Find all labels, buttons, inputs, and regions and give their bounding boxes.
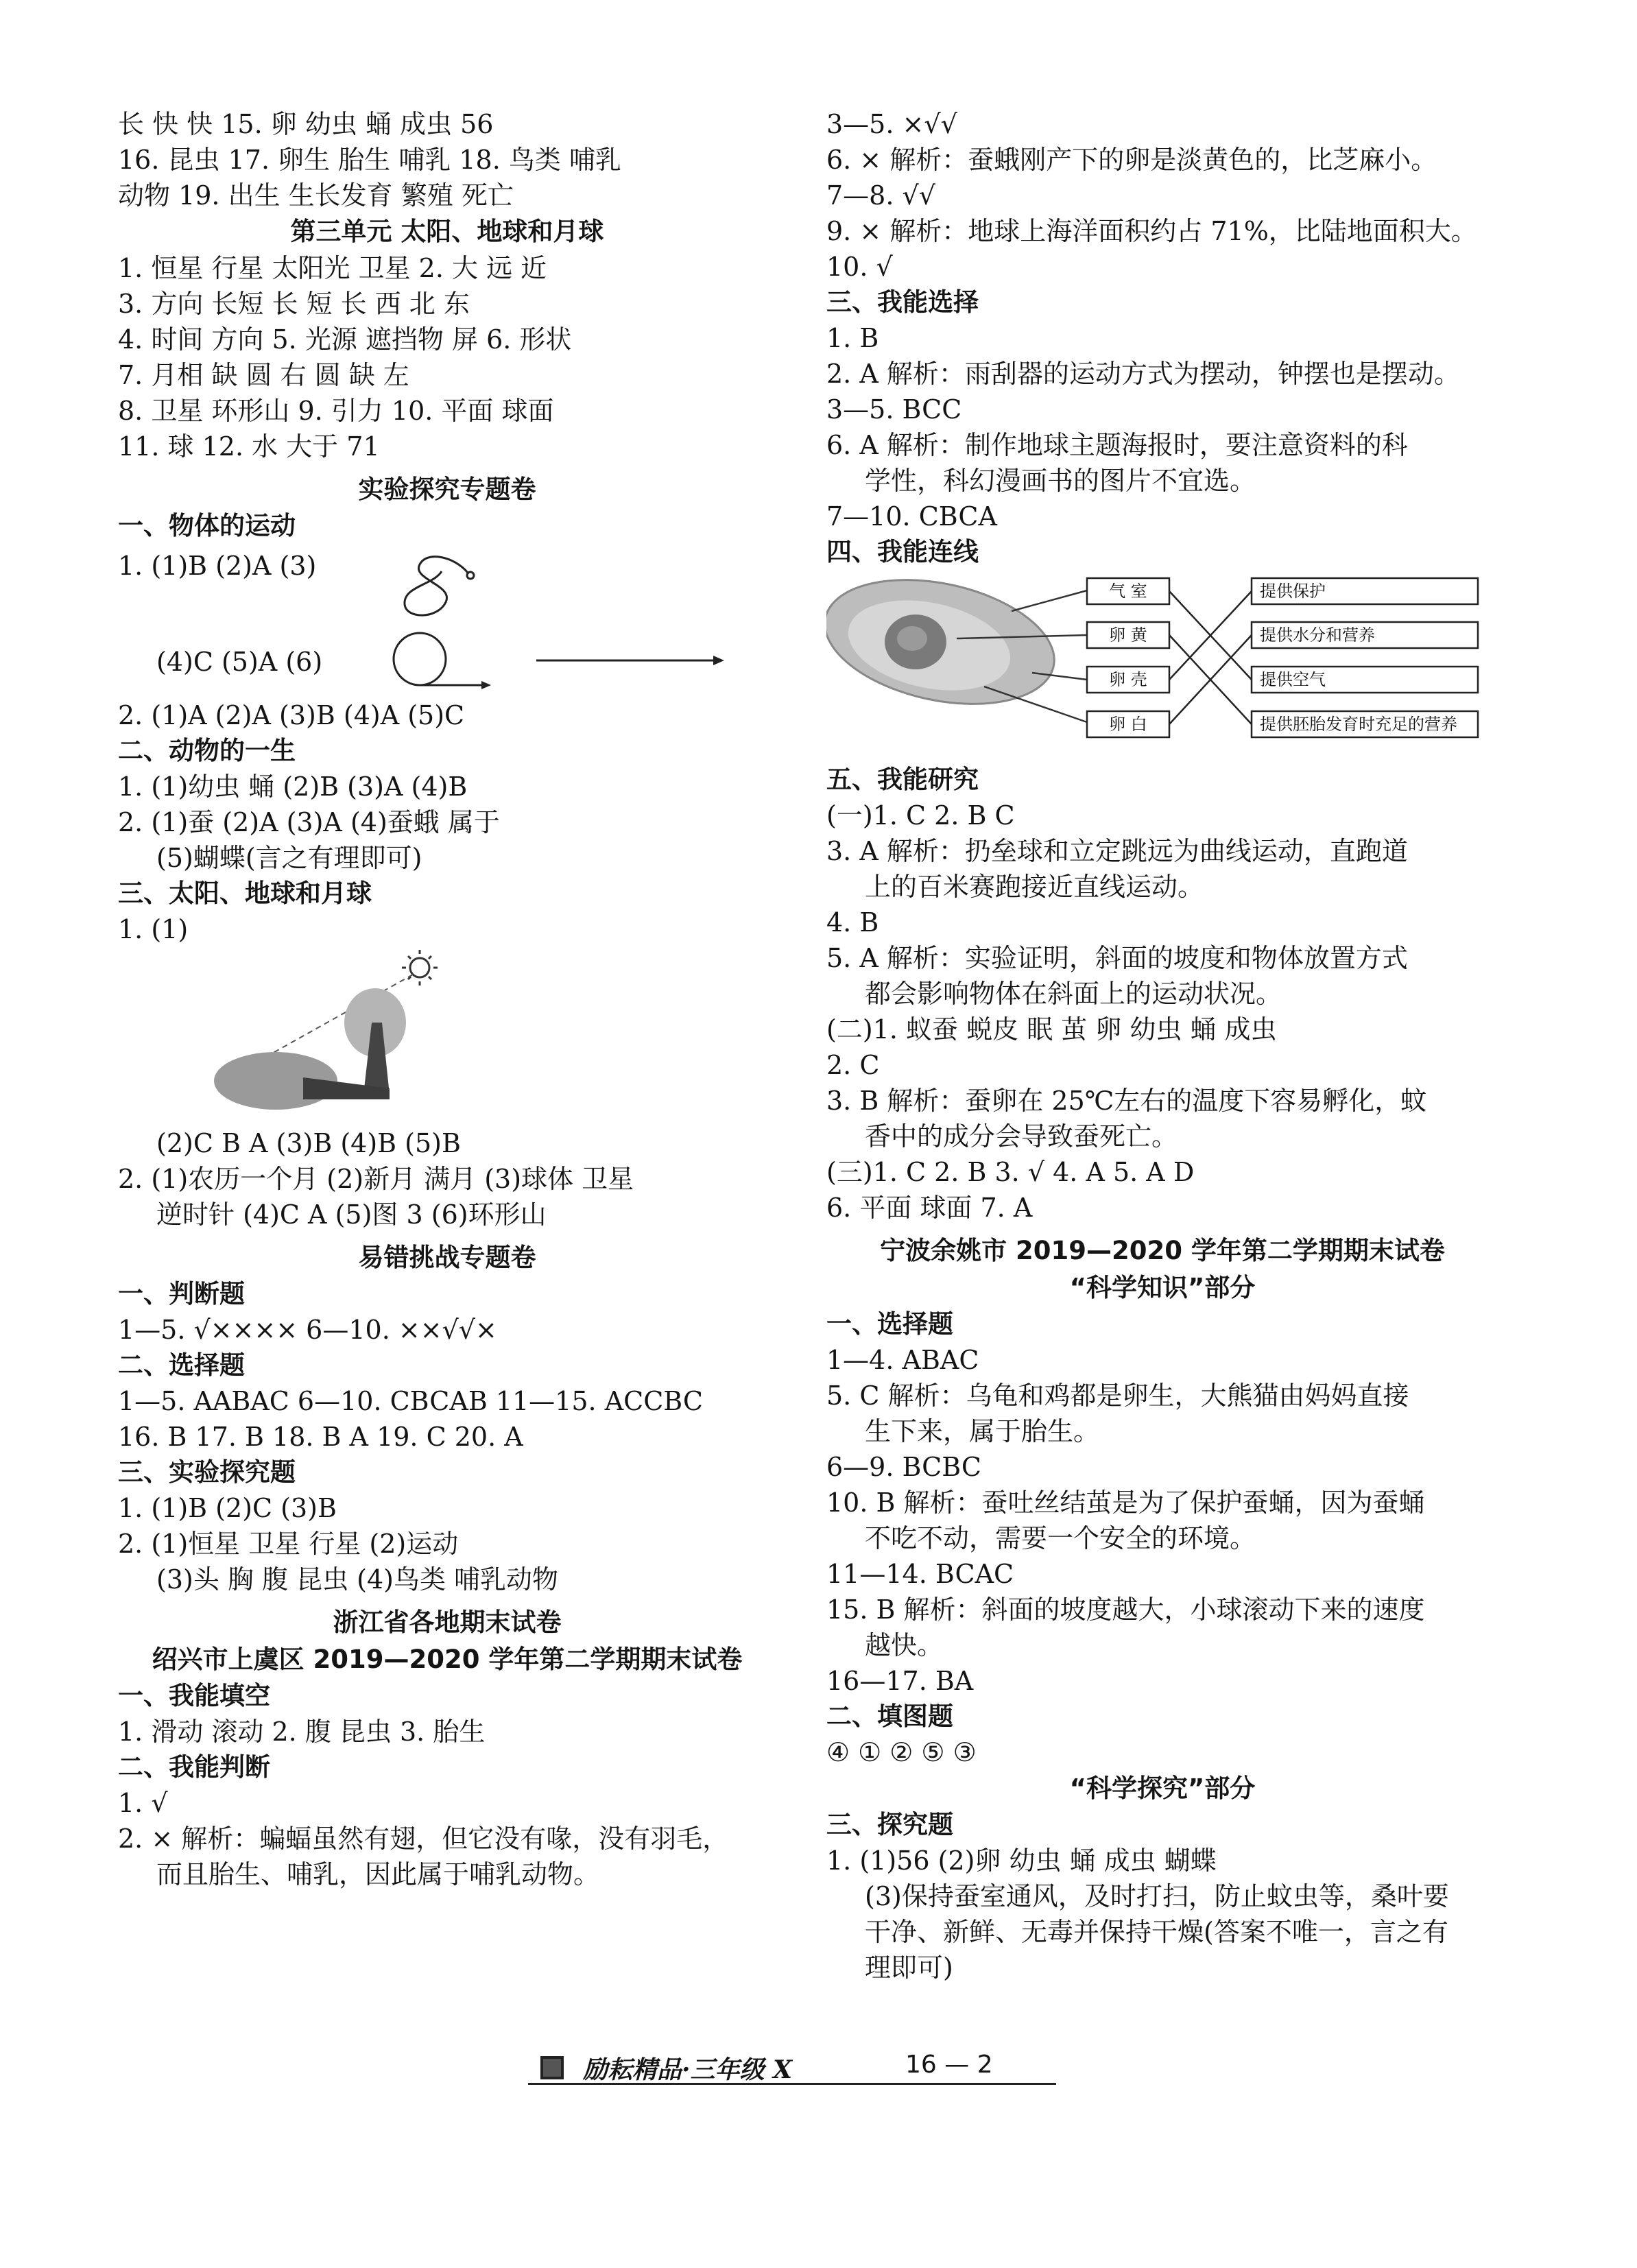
- text-line: 7. 月相 缺 圆 右 圆 缺 左: [118, 360, 409, 390]
- function-label: 提供胚胎发育时充足的营养: [1260, 715, 1457, 734]
- section-heading: 二、填图题: [826, 1702, 953, 1731]
- text-line: 6. × 解析：蚕蛾刚产下的卵是淡黄色的，比芝麻小。: [826, 145, 1437, 175]
- errors-title: 易错挑战专题卷: [358, 1243, 536, 1272]
- text-line: 动物 19. 出生 生长发育 繁殖 死亡: [118, 180, 514, 211]
- text-line: 4. 时间 方向 5. 光源 遮挡物 屏 6. 形状: [118, 324, 572, 355]
- text-line: 2. (1)A (2)A (3)B (4)A (5)C: [118, 700, 465, 730]
- section-heading: 五、我能研究: [826, 765, 979, 794]
- text-line: 2. × 解析：蝙蝠虽然有翅，但它没有喙，没有羽毛，: [118, 1824, 729, 1854]
- text-line: (一)1. C 2. B C: [826, 800, 1015, 831]
- text-line: 逆时针 (4)C A (5)图 3 (6)环形山: [156, 1199, 547, 1230]
- circle-arrow-icon: [379, 626, 735, 697]
- text-line: 8. 卫星 环形山 9. 引力 10. 平面 球面: [118, 396, 554, 426]
- text-line: (4)C (5)A (6): [156, 647, 323, 677]
- motion-figure-2: [118, 626, 776, 697]
- text-line: 3. B 解析：蚕卵在 25℃左右的温度下容易孵化，蚊: [826, 1086, 1427, 1116]
- shaoxing-title: 绍兴市上虞区 2019—2020 学年第二学期期末试卷: [152, 1645, 743, 1674]
- text-line: 1—4. ABAC: [826, 1345, 979, 1375]
- text-line: 9. × 解析：地球上海洋面积约占 71%，比陆地面积大。: [826, 216, 1477, 246]
- text-line: 1—5. AABAC 6—10. CBCAB 11—15. ACCBC: [118, 1386, 703, 1416]
- egg-matching-svg: [826, 570, 1498, 762]
- text-line: (3)保持蚕室通风，及时打扫，防止蚊虫等，桑叶要: [865, 1881, 1449, 1911]
- egg-part-label: 卵 白: [1109, 715, 1147, 734]
- footer-brand: 励耘精品·三年级 X: [583, 2055, 792, 2084]
- text-line: 1. (1)B (2)C (3)B: [118, 1493, 337, 1523]
- text-line: 2. (1)蚕 (2)A (3)A (4)蚕蛾 属于: [118, 807, 500, 837]
- text-line: 3. A 解析：扔垒球和立定跳远为曲线运动，直跑道: [826, 836, 1408, 866]
- left-column: [118, 106, 776, 1892]
- page-number: 16 — 2: [905, 2051, 993, 2079]
- text-line: 1. (1)56 (2)卵 幼虫 蛹 成虫 蝴蝶: [826, 1846, 1217, 1876]
- text-line: 2. (1)恒星 卫星 行星 (2)运动: [118, 1529, 459, 1559]
- text-line: 上的百米赛跑接近直线运动。: [865, 872, 1204, 902]
- text-line: 1—5. √×××× 6—10. ××√√×: [118, 1315, 497, 1345]
- text-line: (三)1. C 2. B 3. √ 4. A 5. A D: [826, 1157, 1195, 1187]
- section-heading: 一、物体的运动: [118, 511, 296, 540]
- egg-part-label: 卵 黄: [1109, 625, 1147, 645]
- text-line: 6—9. BCBC: [826, 1452, 981, 1482]
- text-line: 2. (1)农历一个月 (2)新月 满月 (3)球体 卫星: [118, 1164, 634, 1194]
- motion-figure-1: [118, 544, 776, 626]
- text-line: 3. 方向 长短 长 短 长 西 北 东: [118, 289, 470, 319]
- text-line: 2. A 解析：雨刮器的运动方式为摆动，钟摆也是摆动。: [826, 359, 1460, 389]
- ningbo-title: 宁波余姚市 2019—2020 学年第二学期期末试卷: [880, 1236, 1445, 1265]
- text-line: 越快。: [865, 1630, 944, 1660]
- function-label: 提供保护: [1260, 582, 1326, 601]
- text-line: 生下来，属于胎生。: [865, 1416, 1100, 1446]
- section-heading: 三、实验探究题: [118, 1457, 296, 1487]
- text-line: 1. √: [118, 1788, 168, 1818]
- text-line: 6. 平面 球面 7. A: [826, 1193, 1033, 1223]
- book-logo-icon: [540, 2056, 564, 2079]
- text-line: 3—5. BCC: [826, 394, 962, 425]
- footer-rule: [528, 2083, 1056, 2085]
- function-label: 提供空气: [1260, 670, 1326, 689]
- egg-part-label: 卵 壳: [1109, 670, 1147, 689]
- text-line: 5. C 解析：乌龟和鸡都是卵生，大熊猫由妈妈直接: [826, 1381, 1409, 1411]
- text-line: 16. B 17. B 18. B A 19. C 20. A: [118, 1422, 523, 1452]
- curve-path-icon: [392, 544, 488, 626]
- page-footer: [528, 2051, 1056, 2085]
- text-line: 7—10. CBCA: [826, 501, 997, 532]
- section-heading: 二、选择题: [118, 1350, 245, 1380]
- text-line: 而且胎生、哺乳，因此属于哺乳动物。: [156, 1859, 600, 1889]
- text-line: 10. B 解析：蚕吐丝结茧是为了保护蚕蛹，因为蚕蛹: [826, 1488, 1425, 1518]
- text-line: 16—17. BA: [826, 1666, 974, 1696]
- text-line: 15. B 解析：斜面的坡度越大，小球滚动下来的速度: [826, 1595, 1425, 1625]
- section-heading: 三、我能选择: [826, 287, 979, 317]
- text-line: (二)1. 蚁蚕 蜕皮 眠 茧 卵 幼虫 蛹 成虫: [826, 1014, 1277, 1045]
- text-line: 1. B: [826, 323, 879, 353]
- text-line: 1. 恒星 行星 太阳光 卫星 2. 大 远 近: [118, 253, 547, 283]
- text-line: 1. (1)B (2)A (3): [118, 551, 317, 581]
- text-line: 7—8. √√: [826, 180, 935, 211]
- zhejiang-title: 浙江省各地期末试卷: [333, 1608, 562, 1637]
- unit3-title: 第三单元 太阳、地球和月球: [290, 217, 604, 246]
- text-line: 2. C: [826, 1050, 880, 1080]
- tree-shadow-icon: [118, 947, 776, 1125]
- text-line: ④ ① ② ⑤ ③: [826, 1737, 977, 1767]
- text-line: 1. 滑动 滚动 2. 腹 昆虫 3. 胎生: [118, 1717, 486, 1747]
- section-heading: 二、动物的一生: [118, 736, 296, 765]
- text-line: 香中的成分会导致蚕死亡。: [865, 1121, 1178, 1151]
- section-heading: 三、太阳、地球和月球: [118, 879, 372, 908]
- egg-part-label: 气 室: [1109, 582, 1147, 601]
- knowledge-part-title: “科学知识”部分: [1069, 1273, 1256, 1302]
- section-heading: 二、我能判断: [118, 1752, 270, 1782]
- text-line: 理即可): [865, 1953, 953, 1983]
- section-heading: 一、判断题: [118, 1279, 245, 1309]
- text-line: 1. (1): [118, 914, 189, 944]
- inquiry-part-title: “科学探究”部分: [1069, 1774, 1256, 1803]
- text-line: 干净、新鲜、无毒并保持干燥(答案不唯一，言之有: [865, 1917, 1448, 1947]
- section-heading: 一、选择题: [826, 1309, 953, 1339]
- right-column: [826, 106, 1498, 1985]
- text-line: 6. A 解析：制作地球主题海报时，要注意资料的科: [826, 430, 1408, 460]
- text-line: 不吃不动，需要一个安全的环境。: [865, 1523, 1256, 1553]
- text-line: 4. B: [826, 907, 879, 938]
- text-line: 都会影响物体在斜面上的运动状况。: [865, 979, 1282, 1009]
- text-line: 5. A 解析：实验证明，斜面的坡度和物体放置方式: [826, 943, 1408, 973]
- text-line: 16. 昆虫 17. 卵生 胎生 哺乳 18. 鸟类 哺乳: [118, 145, 621, 175]
- section-heading: 三、探究题: [826, 1810, 953, 1839]
- text-line: 1. (1)幼虫 蛹 (2)B (3)A (4)B: [118, 772, 468, 802]
- text-line: 3—5. ×√√: [826, 109, 957, 139]
- section-heading: 四、我能连线: [826, 537, 979, 566]
- text-line: 11—14. BCAC: [826, 1559, 1014, 1589]
- text-line: 10. √: [826, 252, 893, 282]
- tree-shadow-figure: [118, 947, 776, 1125]
- text-line: (2)C B A (3)B (4)B (5)B: [156, 1128, 461, 1158]
- text-line: 11. 球 12. 水 大于 71: [118, 431, 380, 462]
- function-label: 提供水分和营养: [1260, 625, 1375, 645]
- section-heading: 一、我能填空: [118, 1681, 270, 1710]
- text-line: (5)蝴蝶(言之有理即可): [156, 843, 422, 873]
- text-line: (3)头 胸 腹 昆虫 (4)鸟类 哺乳动物: [156, 1564, 559, 1595]
- text-line: 长 快 快 15. 卵 幼虫 蛹 成虫 56: [118, 109, 494, 139]
- egg-matching-diagram: [826, 570, 1498, 762]
- text-line: 学性，科幻漫画书的图片不宜选。: [865, 466, 1256, 496]
- experiment-title: 实验探究专题卷: [358, 475, 536, 504]
